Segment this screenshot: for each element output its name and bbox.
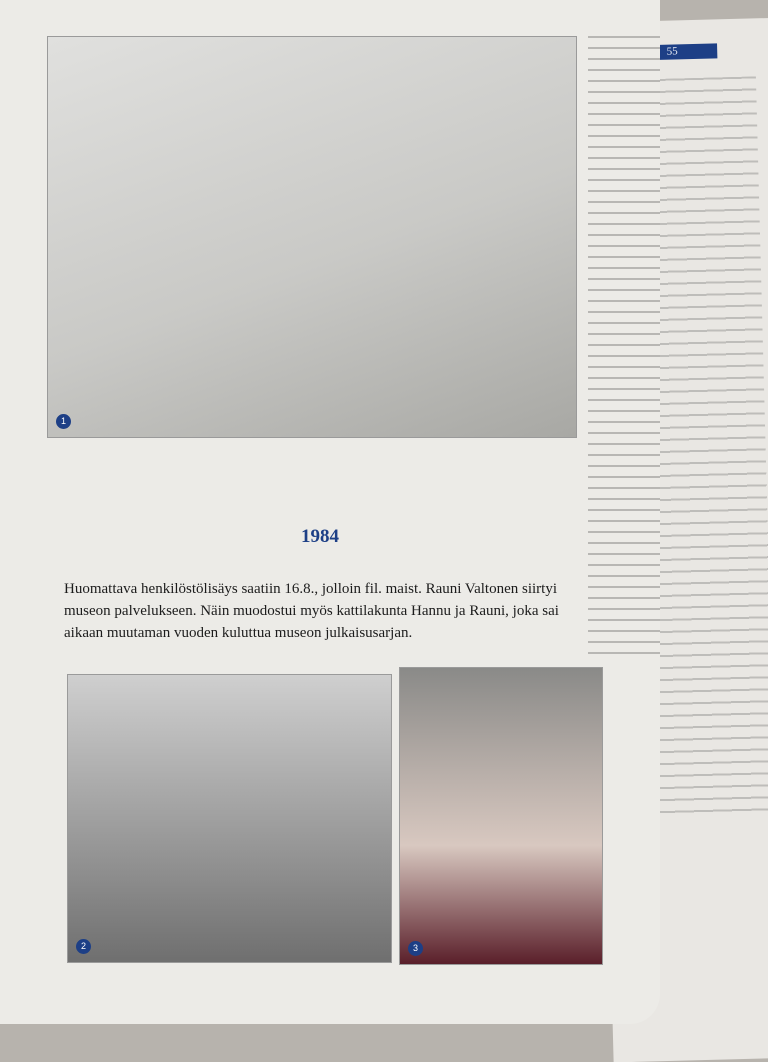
photo-number: 3	[408, 941, 423, 956]
body-paragraph: Huomattava henkilöstölisäys saatiin 16.8., jolloin fil. maist. Rauni Valtonen siirtyi museon palvelukseen. Näin muodostui myös kattilakunta Hannu ja Rauni, joka sai aikaan muutaman vuoden kuluttua museon julkaisusarjan.	[64, 581, 559, 641]
photo-number: 1	[56, 414, 71, 429]
group-photo	[67, 674, 392, 963]
helicopter-photo	[47, 36, 577, 438]
photo-number: 2	[76, 939, 91, 954]
sidebar-text-placeholder	[588, 36, 660, 656]
year-heading: 1984	[301, 526, 339, 547]
portrait-photo	[399, 667, 603, 965]
page-number: 55	[627, 43, 717, 60]
